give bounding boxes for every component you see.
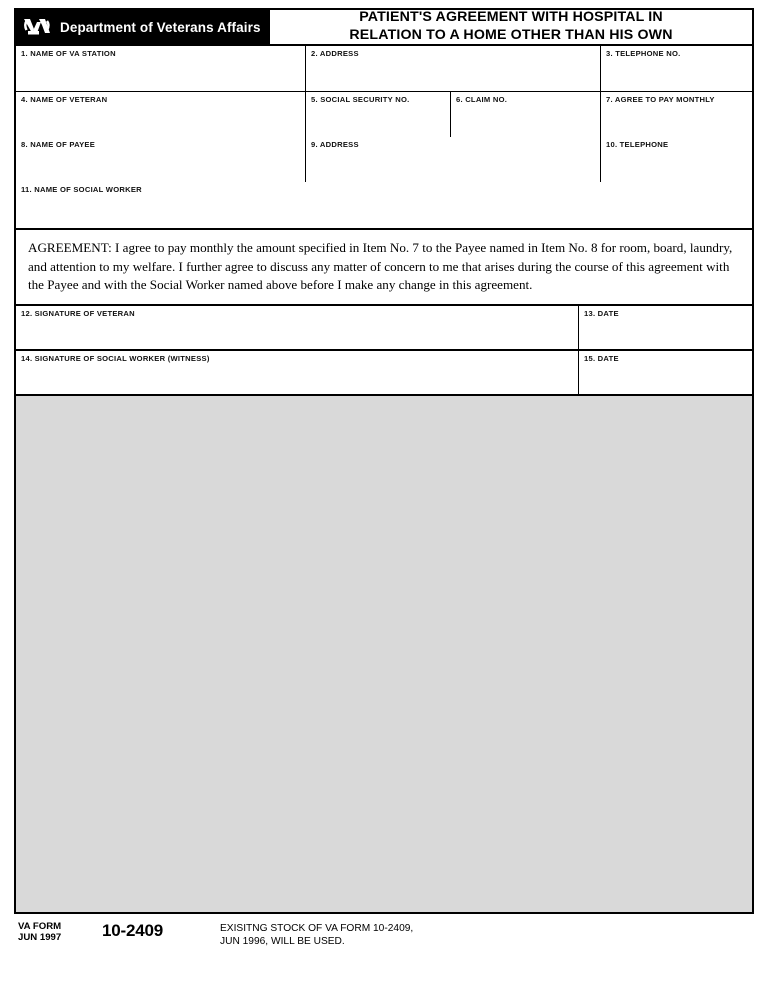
form-title-line-1: PATIENT'S AGREEMENT WITH HOSPITAL IN <box>359 9 663 26</box>
field-signature-of-veteran[interactable] <box>16 306 579 349</box>
form-number: 10-2409 <box>102 920 163 940</box>
form-footer <box>14 914 754 949</box>
field-social-security-no[interactable] <box>306 92 451 137</box>
field-label: 9. ADDRESS <box>311 140 359 149</box>
form-header <box>14 8 754 46</box>
signature-row-veteran <box>14 306 754 351</box>
field-name-of-payee[interactable] <box>16 137 306 182</box>
field-value[interactable] <box>311 149 600 161</box>
field-date-2[interactable] <box>579 351 752 394</box>
field-label: 2. ADDRESS <box>311 49 359 58</box>
existing-stock-note <box>220 921 413 949</box>
field-value[interactable] <box>21 104 305 116</box>
form-edition-label <box>18 921 90 944</box>
form-row-4 <box>16 182 752 228</box>
field-label: 8. NAME OF PAYEE <box>21 140 96 149</box>
field-label: 13. DATE <box>584 308 619 318</box>
agency-name: Department of Veterans Affairs <box>60 19 261 35</box>
field-signature-of-social-worker[interactable] <box>16 351 579 394</box>
form-label-text: VA FORM <box>18 920 62 932</box>
field-label: 7. AGREE TO PAY MONTHLY <box>606 95 715 104</box>
field-date-1[interactable] <box>579 306 752 349</box>
field-value[interactable] <box>456 104 600 116</box>
form-title-line-2: RELATION TO A HOME OTHER THAN HIS OWN <box>349 27 673 43</box>
field-value[interactable] <box>606 149 752 161</box>
agency-banner <box>16 10 268 44</box>
field-value[interactable] <box>21 149 305 161</box>
field-label: 11. NAME OF SOCIAL WORKER <box>21 185 142 194</box>
signature-row-social-worker <box>14 351 754 396</box>
agreement-text: AGREEMENT: I agree to pay monthly the amount specified in Item No. 7 to the Payee named in Item No. 8 for room, board, laundry, and attention to my welfare. I further agree to discuss any matter of concern to me that arises during the course of this agreement with the Payee and with the Social Worker named above before I make any change in this agreement. <box>28 240 733 293</box>
field-claim-no[interactable] <box>451 92 601 137</box>
field-name-of-va-station[interactable] <box>16 46 306 91</box>
field-label: 6. CLAIM NO. <box>456 95 508 104</box>
field-value[interactable] <box>311 58 600 70</box>
form-row-1 <box>16 46 752 92</box>
field-value[interactable] <box>21 363 578 375</box>
blank-body-area <box>14 396 754 914</box>
field-label: 10. TELEPHONE <box>606 140 669 149</box>
va-seal-icon <box>22 16 52 38</box>
existing-stock-line-1: EXISITNG STOCK OF VA FORM 10-2409, <box>220 922 414 934</box>
field-address-2[interactable] <box>306 137 601 182</box>
field-value[interactable] <box>21 194 752 206</box>
form-row-2 <box>16 92 752 137</box>
field-telephone-2[interactable] <box>601 137 752 182</box>
field-value[interactable] <box>606 58 752 70</box>
existing-stock-line-2: JUN 1996, WILL BE USED. <box>220 935 345 947</box>
field-value[interactable] <box>606 104 752 116</box>
field-value[interactable] <box>21 318 578 330</box>
field-value[interactable] <box>584 363 752 375</box>
field-name-of-veteran[interactable] <box>16 92 306 137</box>
field-label: 14. SIGNATURE OF SOCIAL WORKER (WITNESS) <box>21 353 210 363</box>
field-value[interactable] <box>311 104 450 116</box>
field-label: 1. NAME OF VA STATION <box>21 49 116 58</box>
field-value[interactable] <box>584 318 752 330</box>
field-label: 3. TELEPHONE NO. <box>606 49 681 58</box>
form-edition-date: JUN 1997 <box>18 932 62 944</box>
agreement-block <box>14 230 754 306</box>
field-address-1[interactable] <box>306 46 601 91</box>
form-field-grid <box>14 46 754 230</box>
field-telephone-no[interactable] <box>601 46 752 91</box>
field-agree-to-pay-monthly[interactable] <box>601 92 752 137</box>
field-name-of-social-worker[interactable] <box>16 182 752 228</box>
form-row-3 <box>16 137 752 182</box>
field-value[interactable] <box>21 58 305 70</box>
field-label: 15. DATE <box>584 353 619 363</box>
field-label: 12. SIGNATURE OF VETERAN <box>21 308 135 318</box>
form-title <box>268 10 752 44</box>
field-label: 4. NAME OF VETERAN <box>21 95 108 104</box>
field-label: 5. SOCIAL SECURITY NO. <box>311 95 410 104</box>
